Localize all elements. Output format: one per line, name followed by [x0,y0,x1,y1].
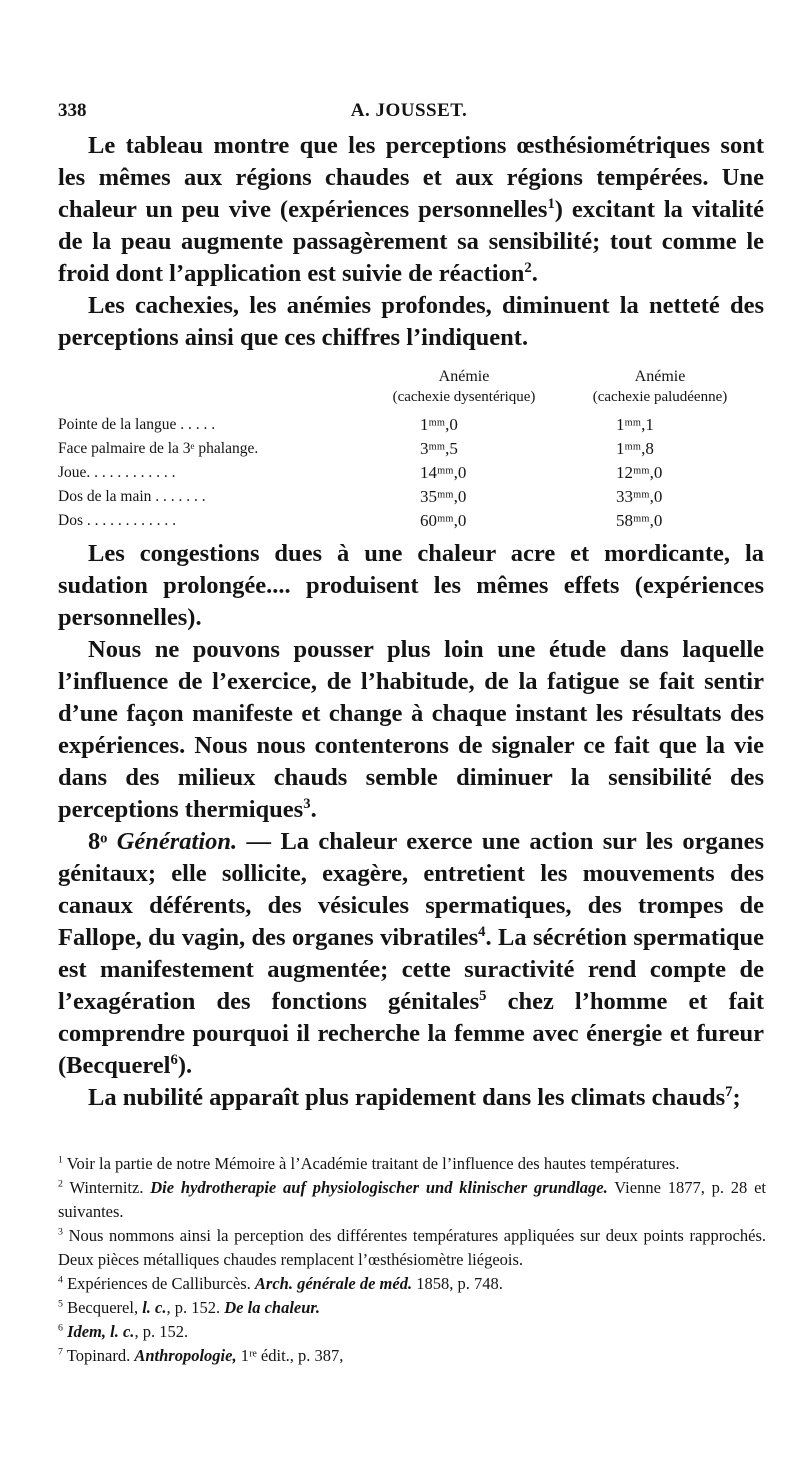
footnote-title: De la chaleur. [224,1298,321,1317]
paragraph-text: Les congestions dues à une chaleur acre et mordicante, la sudation prolongée.... produisent les mêmes effets (expériences personnelles). [58,540,764,631]
footnote-text: 1858, p. 748. [412,1274,503,1293]
footnote-text: Voir la partie de notre Mémoire à l’Académie traitant de l’influence des hautes températures. [66,1154,680,1173]
footnote [58,1224,766,1272]
paragraph [58,826,764,1082]
row-label: Dos de la main . . . . . . . [58,488,206,505]
footnote-number: 1 [58,1154,63,1166]
footnote-ref: 3 [303,795,311,812]
footnote [58,1344,766,1368]
column-header [364,366,564,408]
footnote [58,1176,766,1224]
footnote-ref: 7 [725,1083,733,1100]
table-cell: 33ᵐᵐ,0 [616,487,663,506]
paragraph-text: ). [177,1052,193,1079]
table-row [58,438,764,462]
footnote-ref: 5 [479,987,487,1004]
table-row [58,414,764,438]
table-cell: 12ᵐᵐ,0 [616,463,663,482]
footnote-ref: 2 [524,259,532,276]
footnote-title: Die hydrotherapie auf physiologischer und klinischer grundlage. [150,1178,608,1197]
footnote-ref: 1 [547,195,555,212]
footnote-number: 7 [58,1346,63,1358]
table-cell: 1ᵐᵐ,8 [616,439,654,458]
row-label: Joue. . . . . . . . . . . . [58,464,176,481]
running-head [58,100,760,124]
row-label: Pointe de la langue . . . . . [58,416,216,433]
footnote-number: 4 [58,1274,63,1286]
paragraph-text: Nous ne pouvons pousser plus loin une étude dans laquelle l’influence de l’exercice, de l’habitude, de la fatigue se fait sentir d’une façon manifeste et change à chaque instant les résultats des expériences. Nous nous contenterons de signaler ce fait que la vie dans des milieux chauds semble diminuer la sensibilité des perceptions thermiques [58,636,764,823]
body-text-middle [58,538,764,1114]
footnote [58,1320,766,1344]
paragraph-text: La nubilité apparaît plus rapidement dans les climats chauds [88,1084,726,1111]
footnote-text: Winternitz. [69,1178,151,1197]
paragraph [58,538,764,634]
table-row [58,510,764,534]
paragraph-text: . La sécrétion spermatique est manifestement augmentée; cette suractivité rend compte de l’exagération des fonctions génitales [58,924,764,1015]
paragraph [58,130,764,290]
footnote-text: 1ʳᵉ édit., p. 387, [236,1346,344,1365]
footnotes [58,1152,766,1368]
footnote-text: Nous nommons ainsi la perception des différentes températures appliquées sur deux points rapprochés. Deux pièces métalliques chaudes remplacent l’œsthésiomètre liégeois. [58,1226,766,1269]
footnote-number: 5 [58,1298,63,1310]
table-cell: 14ᵐᵐ,0 [420,463,467,482]
footnote-title: Arch. générale de méd. [254,1274,413,1293]
column-header-subtitle: (cachexie paludéenne) [592,389,728,405]
footnote [58,1152,766,1176]
footnote-text: Topinard. [66,1346,135,1365]
footnote-ref: 6 [170,1051,178,1068]
row-label: Face palmaire de la 3ᵉ phalange. [58,440,259,457]
table-cell: 35ᵐᵐ,0 [420,487,467,506]
section-title: Génération. [116,828,238,855]
footnote-title: l. c. [142,1298,167,1317]
footnote [58,1272,766,1296]
table-cell: 58ᵐᵐ,0 [616,511,663,530]
body-text-top [58,130,764,354]
table-row [58,462,764,486]
footnote-text: Becquerel, [67,1298,143,1317]
column-header-title: Anémie [438,368,490,385]
paragraph [58,290,764,354]
paragraph-text: . [310,796,317,823]
footnote-title: Anthropologie, [134,1346,237,1365]
paragraph [58,634,764,826]
table-cell: 60ᵐᵐ,0 [420,511,467,530]
footnote-ref: 4 [478,923,486,940]
footnote-number: 2 [58,1178,63,1190]
row-label: Dos . . . . . . . . . . . . [58,512,176,529]
paragraph [58,1082,764,1114]
paragraph-text: chez l’homme et fait comprendre pourquoi il recherche la femme avec énergie et fureur (Becquerel [58,988,764,1079]
paragraph-text: Le tableau montre que les perceptions œsthésiométriques sont les mêmes aux régions chaudes et aux régions tempérées. Une chaleur un peu vive (expériences personnelles [58,132,764,223]
paragraph-text: . [531,260,538,287]
footnote-title: Idem, l. c. [67,1322,135,1341]
footnote-text: Vienne 1877, p. 28 et suivantes. [58,1178,766,1221]
footnote-text: , p. 152. [134,1322,189,1341]
footnote [58,1296,766,1320]
column-header [550,366,770,408]
table-cell: 3ᵐᵐ,5 [420,439,458,458]
footnote-number: 6 [58,1322,63,1334]
table-cell: 1ᵐᵐ,0 [420,415,458,434]
footnote-text: Expériences de Calliburcès. [67,1274,255,1293]
running-head-author: A. JOUSSET. [350,100,468,121]
footnote-number: 3 [58,1226,63,1238]
column-header-title: Anémie [634,368,686,385]
paragraph-text: Les cachexies, les anémies profondes, diminuent la netteté des perceptions ainsi que ces chiffres l’indiquent. [58,292,764,351]
column-header-subtitle: (cachexie dysentérique) [392,389,536,405]
table-row [58,486,764,510]
paragraph-text: — La chaleur exerce une action sur les organes génitaux; elle sollicite, exagère, entretient les mouvements des canaux déférents, des vésicules spermatiques, des trompes de Fallope, du vagin, des organes vibratiles [58,828,765,951]
page-number: 338 [58,100,87,121]
section-number: 8ᵒ [88,828,108,855]
paragraph-text: ) excitant la vitalité de la peau augmente passagèrement sa sensibilité; tout comme le froid dont l’application est suivie de réaction [58,196,765,287]
footnote-text: , p. 152. [166,1298,225,1317]
paragraph-text: ; [732,1084,741,1111]
table-cell: 1ᵐᵐ,1 [616,415,654,434]
